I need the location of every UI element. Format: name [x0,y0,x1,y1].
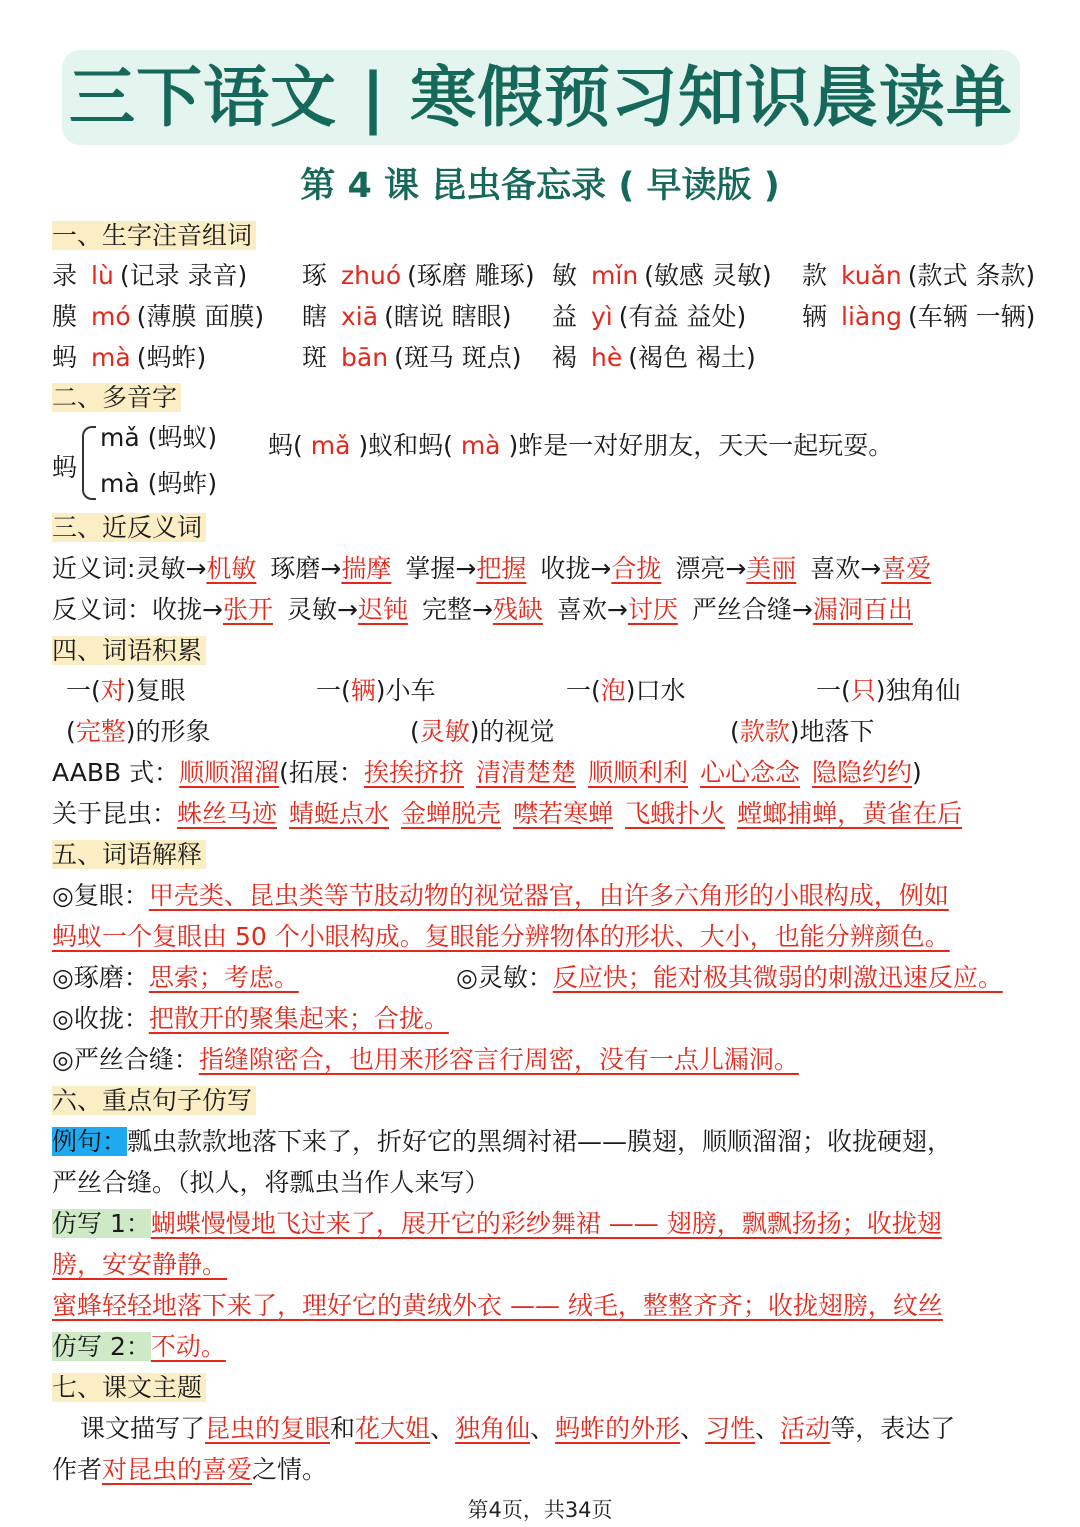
aabb-label: AABB 式： [52,758,180,787]
prefix: 一( [316,676,351,705]
ant-answer: 残缺 [492,595,543,624]
syn-answer: 把握 [476,554,527,583]
char-entry [302,299,512,335]
polyphone-char: 蚂 [52,453,78,482]
ant-source: 收拢→ [152,595,223,624]
char: 辆 [802,302,828,331]
syn-answer: 美丽 [746,554,797,583]
page-number: 第4页，共34页 [467,1498,613,1522]
suffix: )口水 [625,676,686,705]
modifier-item [730,714,875,750]
char-entry [802,299,1035,335]
syn-source: 收拢→ [540,554,612,583]
answer: 完整 [75,717,126,746]
prefix: ( [66,717,76,746]
prefix: 一( [816,676,851,705]
measure-word-item [566,673,686,709]
pinyin: zhuó [341,261,402,290]
theme-line-2: 作者对昆虫的喜爱之情。 [52,1455,328,1484]
prefix: ( [410,717,420,746]
answer: 款款 [739,717,790,746]
aabb-answer: 顺顺溜溜 [179,758,280,787]
aabb-word: 隐隐约约 [812,758,913,787]
words: (记录 录音) [119,261,248,290]
syn-source: 琢磨→ [270,554,342,583]
char-entry [52,258,247,294]
imitation-2-cont: 仿写 2：不动。 [52,1332,226,1361]
answer: 灵敏 [419,717,470,746]
polyphone-sentence: 蚂( mǎ )蚁和蚂( mà )蚱是一对好朋友，天天一起玩耍。 [268,431,894,460]
ant-source: 严丝合缝→ [691,595,813,624]
insect-idiom: 蜻蜓点水 [289,799,390,828]
char-entry [802,258,1035,294]
char: 录 [52,261,78,290]
pinyin: lù [91,261,114,290]
words: (褐色 褐土) [628,343,756,372]
ant-source: 喜欢→ [556,595,628,624]
section-1-heading: 一、生字注音组词 [52,218,256,254]
char: 蚂 [52,343,78,372]
modifier-item [410,714,555,750]
def-yansihefeng: ◎严丝合缝：指缝隙密合，也用来形容言行周密，没有一点儿漏洞。 [52,1045,799,1074]
ant-source: 完整→ [421,595,493,624]
pinyin: xiā [341,302,379,331]
char: 款 [802,261,828,290]
char: 褐 [552,343,578,372]
def-shoulong: ◎收拢：把散开的聚集起来；合拢。 [52,1004,449,1033]
insect-idiom: 噤若寒蝉 [513,799,614,828]
pinyin: liàng [841,302,902,331]
def-zhuomo: ◎琢磨：思索；考虑。 [52,963,299,992]
suffix: )的形象 [125,717,211,746]
words: (斑马 斑点) [394,343,522,372]
words: (瞎说 瞎眼) [384,302,512,331]
syn-source: 漂亮→ [675,554,747,583]
char: 敏 [552,261,578,290]
insect-idiom: 蛛丝马迹 [177,799,278,828]
words: (琢磨 雕琢) [407,261,535,290]
theme-line-1: 课文描写了昆虫的复眼和花大姐、独角仙、蚂蚱的外形、习性、活动等，表达了 [80,1414,956,1443]
aabb-word: 清清楚楚 [475,758,576,787]
aabb-extension-label: (拓展： [279,758,364,787]
page-title: 三下语文 | 寒假预习知识晨读单 [68,59,1014,136]
syn-source: 喜欢→ [810,554,882,583]
def-fuyan-cont: 蚂蚁一个复眼由 50 个小眼构成。复眼能分辨物体的形状、大小，也能分辨颜色。 [52,922,950,951]
aabb-word: 挨挨挤挤 [363,758,464,787]
aabb-word: 顺顺利利 [587,758,688,787]
suffix: )复眼 [125,676,186,705]
char: 膜 [52,302,78,331]
aabb-close: ) [912,758,922,787]
brace [82,426,96,500]
antonyms-label: 反义词： [52,595,153,624]
char-entry [302,340,522,376]
ant-answer: 迟钝 [357,595,408,624]
words: (薄膜 面膜) [136,302,265,331]
synonyms-line [52,551,931,587]
pinyin: mó [91,302,131,331]
aabb-line [52,755,922,791]
pinyin: mǐn [591,261,639,290]
words: (蚂蚱) [136,343,207,372]
insect-idiom: 螳螂捕蝉，黄雀在后 [737,799,963,828]
answer: 对 [100,676,126,705]
pinyin: kuǎn [841,261,902,290]
insect-idioms-line [52,796,962,832]
answer: 辆 [350,676,376,705]
polyphone-reading-2: mà (蚂蚱) [100,469,218,498]
char-entry [552,340,756,376]
char-entry [302,258,535,294]
char-entry [552,258,772,294]
insect-idiom: 飞蛾扑火 [625,799,726,828]
words: (款式 条款) [907,261,1036,290]
char-entry [52,299,264,335]
suffix: )地落下 [789,717,875,746]
measure-word-item [816,673,961,709]
measure-word-item [66,673,186,709]
pinyin: yì [591,302,613,331]
char: 瞎 [302,302,328,331]
suffix: )小车 [375,676,436,705]
prefix: 一( [66,676,101,705]
lesson-subtitle: 第 4 课 昆虫备忘录 ( 早读版 ) [300,166,780,206]
syn-source: 掌握→ [405,554,477,583]
pinyin: bān [341,343,389,372]
char: 琢 [302,261,328,290]
section-7-heading: 七、课文主题 [52,1370,206,1406]
polyphone-reading-1: mǎ (蚂蚁) [100,423,218,452]
suffix: )独角仙 [875,676,961,705]
insect-label: 关于昆虫： [52,799,178,828]
prefix: ( [730,717,740,746]
pinyin: hè [591,343,623,372]
insect-idiom: 金蝉脱壳 [401,799,502,828]
syn-answer: 机敏 [206,554,257,583]
char: 斑 [302,343,328,372]
measure-word-item [316,673,436,709]
def-fuyan: ◎复眼：甲壳类、昆虫类等节肢动物的视觉器官，由许多六角形的小眼构成，例如 [52,881,949,910]
pinyin: mà [91,343,131,372]
char-entry [552,299,746,335]
imitation-2: 蜜蜂轻轻地落下来了，理好它的黄绒外衣 —— 绒毛，整整齐齐；收拢翅膀，纹丝 [52,1291,943,1320]
syn-answer: 喜爱 [881,554,932,583]
char: 益 [552,302,578,331]
syn-answer: 合拢 [611,554,662,583]
section-3-heading: 三、近反义词 [52,510,206,546]
syn-answer: 揣摩 [341,554,392,583]
imitation-1: 仿写 1：蝴蝶慢慢地飞过来了，展开它的彩纱舞裙 —— 翅膀，飘飘扬扬；收拢翅 [52,1209,942,1238]
char-entry [52,340,206,376]
imitation-1-cont: 膀，安安静静。 [52,1250,228,1279]
words: (有益 益处) [618,302,747,331]
section-5-heading: 五、词语解释 [52,837,206,873]
words: (敏感 灵敏) [644,261,772,290]
prefix: 一( [566,676,601,705]
aabb-word: 心心念念 [699,758,800,787]
ant-source: 灵敏→ [286,595,358,624]
section-6-heading: 六、重点句子仿写 [52,1083,256,1119]
suffix: )的视觉 [469,717,555,746]
ant-answer: 讨厌 [627,595,678,624]
ant-answer: 张开 [222,595,273,624]
antonyms-line [52,592,913,628]
synonyms-label: 近义词: [52,554,136,583]
modifier-item [66,714,211,750]
syn-source: 灵敏→ [135,554,207,583]
def-lingmin: ◎灵敏：反应快；能对极其微弱的刺激迅速反应。 [456,963,1003,992]
section-2-heading: 二、多音字 [52,380,181,416]
ant-answer: 漏洞百出 [812,595,913,624]
words: (车辆 一辆) [907,302,1036,331]
answer: 只 [850,676,876,705]
answer: 泡 [600,676,626,705]
example-sentence-cont: 严丝合缝。（拟人，将瓢虫当作人来写） [52,1168,490,1197]
example-sentence: 例句：瓢虫款款地落下来了，折好它的黑绸衬裙——膜翅，顺顺溜溜；收拢硬翅， [52,1127,953,1156]
section-4-heading: 四、词语积累 [52,633,206,669]
